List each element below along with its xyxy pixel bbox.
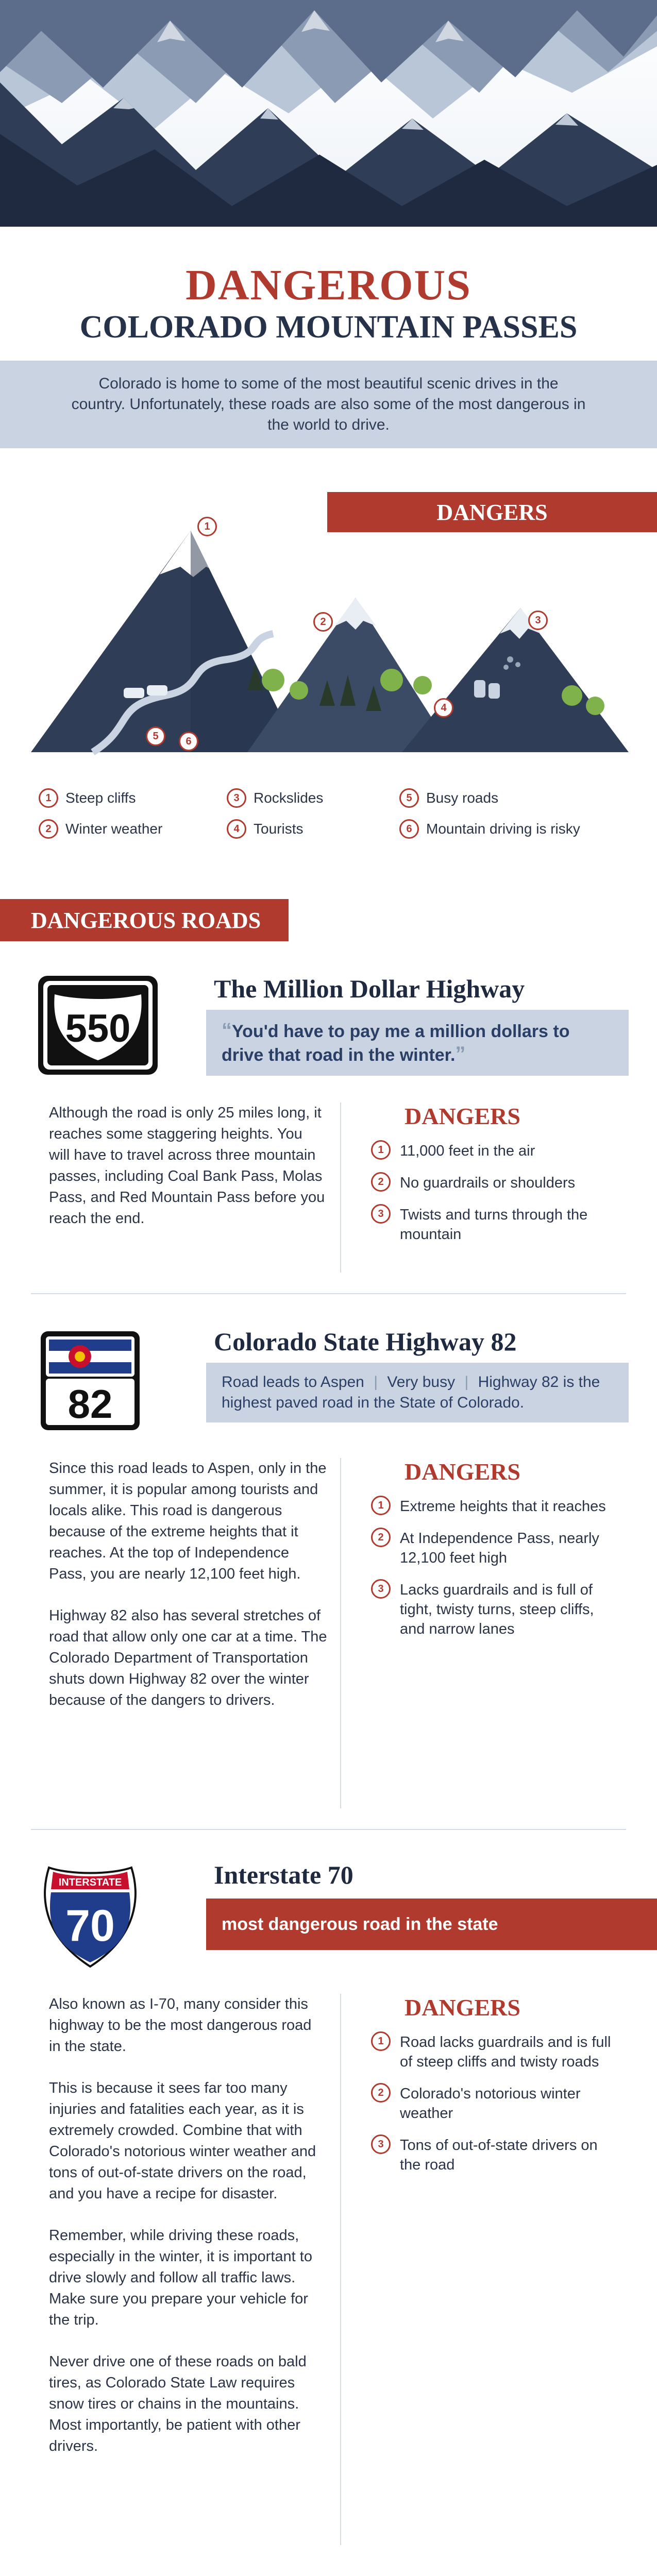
- danger-number: 3: [371, 2134, 391, 2154]
- page-title-line2: COLORADO MOUNTAIN PASSES: [79, 310, 578, 345]
- legend-item-1: [39, 788, 136, 808]
- danger-number: 3: [371, 1579, 391, 1599]
- road-dangers-list: [371, 1141, 618, 1257]
- legend-label: Tourists: [254, 821, 304, 837]
- legend-label: Mountain driving is risky: [426, 821, 580, 837]
- dangers-mountain-illustration: [31, 510, 629, 757]
- shield-number-text: 550: [65, 1007, 131, 1050]
- danger-text: Road lacks guardrails and is full of steep cliffs and twisty roads: [400, 2034, 611, 2070]
- legend-label: Steep cliffs: [65, 790, 136, 806]
- road-quote-box: [206, 1010, 629, 1076]
- road-tagline-banner: [206, 1899, 657, 1950]
- road-dangers-heading: DANGERS: [405, 1994, 520, 2021]
- danger-item: [371, 2084, 618, 2123]
- legend-number: 6: [399, 819, 419, 839]
- intro-text: Colorado is home to some of the most beautiful scenic drives in the country. Unfortunately, these roads are also some of the most dangerous in the world to drive.: [71, 375, 586, 433]
- legend-number: 1: [39, 788, 58, 808]
- danger-text: Extreme heights that it reaches: [400, 1498, 606, 1515]
- danger-text: At Independence Pass, nearly 12,100 feet high: [400, 1530, 599, 1566]
- open-quote-icon: “: [222, 1019, 232, 1042]
- intro-band: [0, 361, 657, 448]
- danger-marker-5: 5: [146, 726, 165, 746]
- danger-text: Twists and turns through the mountain: [400, 1207, 588, 1243]
- danger-marker-1: 1: [197, 517, 217, 536]
- legend-number: 3: [227, 788, 246, 808]
- legend-item-4: [227, 819, 303, 839]
- legend-item-3: [227, 788, 323, 808]
- legend-item-2: [39, 819, 162, 839]
- legend-label: Winter weather: [65, 821, 163, 837]
- road-paragraph: Although the road is only 25 miles long, it reaches some staggering heights. You will have to travel across three mountain passes, including Coal Bank Pass, Molas Pass, and Red Mountain Pass before you reach the end.: [49, 1105, 325, 1227]
- danger-marker-4: 4: [434, 698, 453, 718]
- us-550-shield-icon: [36, 974, 160, 1077]
- page-title-line1: DANGEROUS: [186, 261, 471, 309]
- road-dangers-heading: DANGERS: [405, 1103, 520, 1129]
- road-body-text: [49, 1103, 327, 1250]
- road-paragraph: Remember, while driving these roads, especially in the winter, it is important to drive slowly and follow all traffic laws. Make sure you prepare your vehicle for the trip.: [49, 2227, 312, 2328]
- dangerous-roads-banner: [0, 899, 289, 941]
- road-title-million-dollar-highway: The Million Dollar Highway: [214, 974, 525, 1003]
- legend-label: Rockslides: [254, 790, 324, 806]
- legend-number: 5: [399, 788, 419, 808]
- danger-text: Colorado's notorious winter weather: [400, 2086, 581, 2122]
- danger-item: [371, 1529, 618, 1568]
- danger-marker-2: 2: [313, 612, 333, 632]
- road-paragraph: Highway 82 also has several stretches of road that allow only one car at a time. The Colorado Department of Transportation shuts down Highway 82 over the winter because of the dangers to drivers.: [49, 1607, 327, 1708]
- danger-number: 2: [371, 2083, 391, 2103]
- mountain-range-illustration: [0, 0, 657, 227]
- danger-item: [371, 1141, 618, 1161]
- column-divider: [340, 1458, 341, 1808]
- road-title-interstate-70: Interstate 70: [214, 1860, 353, 1889]
- shield-number-text: 70: [65, 1901, 115, 1951]
- section-divider: [31, 1293, 626, 1294]
- danger-item: [371, 2136, 618, 2175]
- danger-number: 1: [371, 2031, 391, 2051]
- danger-text: Tons of out-of-state drivers on the road: [400, 2137, 598, 2173]
- road-paragraph: Since this road leads to Aspen, only in the summer, it is popular among tourists and locals alike. This road is dangerous because of the extreme heights that it reaches. At the top of Independence Pass, you are nearly 12,100 feet high.: [49, 1460, 327, 1582]
- road-dangers-heading: DANGERS: [405, 1459, 520, 1485]
- road-title-highway-82: Colorado State Highway 82: [214, 1327, 517, 1356]
- danger-number: 1: [371, 1140, 391, 1160]
- danger-item: [371, 1173, 618, 1193]
- road-quote-text: You'd have to pay me a million dollars to drive that road in the winter.: [222, 1022, 570, 1065]
- column-divider: [340, 1103, 341, 1273]
- column-divider: [340, 1994, 341, 2545]
- legend-number: 4: [227, 819, 246, 839]
- shield-top-text: INTERSTATE: [58, 1877, 122, 1888]
- danger-number: 1: [371, 1496, 391, 1515]
- info-separator: |: [464, 1374, 469, 1391]
- interstate-70-shield-icon: [39, 1862, 142, 1971]
- road-body-text: [49, 1458, 327, 1732]
- road-body-text: [49, 1994, 327, 2478]
- road-paragraph: This is because it sees far too many injuries and fatalities each year, as it is extremely crowded. Combine that with Colorado's notorious winter weather and tons of out-of-state drivers on the road, and you have a recipe for disaster.: [49, 2080, 316, 2202]
- danger-text: No guardrails or shoulders: [400, 1175, 576, 1191]
- danger-number: 2: [371, 1172, 391, 1192]
- danger-item: [371, 1205, 618, 1244]
- danger-marker-3: 3: [528, 611, 548, 630]
- legend-label: Busy roads: [426, 790, 499, 806]
- danger-number: 2: [371, 1528, 391, 1547]
- road-tagline: most dangerous road in the state: [222, 1914, 498, 1934]
- danger-number: 3: [371, 1204, 391, 1224]
- road-dangers-list: [371, 2032, 618, 2187]
- road-paragraph: Also known as I-70, many consider this highway to be the most dangerous road in the state.: [49, 1996, 312, 2055]
- info-separator: |: [374, 1374, 378, 1391]
- danger-text: 11,000 feet in the air: [400, 1143, 535, 1159]
- danger-text: Lacks guardrails and is full of tight, twisty turns, steep cliffs, and narrow lanes: [400, 1582, 594, 1637]
- road-info-box: [206, 1363, 629, 1422]
- legend-number: 2: [39, 819, 58, 839]
- danger-item: [371, 1497, 618, 1516]
- dangers-banner-label: DANGERS: [436, 499, 548, 525]
- road-paragraph: Never drive one of these roads on bald tires, as Colorado State Law requires snow tires or chains in the mountains. Most importantly, be patient with other drivers.: [49, 2353, 307, 2454]
- danger-marker-6: 6: [179, 732, 198, 751]
- dangerous-roads-label: DANGEROUS ROADS: [31, 907, 261, 933]
- road-info-1: Road leads to Aspen: [222, 1374, 364, 1391]
- legend-item-6: [399, 819, 580, 839]
- colorado-82-shield-icon: [39, 1329, 142, 1432]
- close-quote-icon: ”: [455, 1043, 466, 1065]
- danger-item: [371, 1580, 618, 1639]
- legend-item-5: [399, 788, 498, 808]
- section-divider: [31, 1829, 626, 1830]
- danger-item: [371, 2032, 618, 2072]
- road-info-2: Very busy: [387, 1374, 456, 1391]
- hero-mountain-banner: [0, 0, 657, 227]
- road-dangers-list: [371, 1497, 618, 1651]
- road-info-3: Highway 82 is the highest paved road in the State of Colorado.: [222, 1374, 600, 1411]
- shield-number-text: 82: [68, 1381, 113, 1427]
